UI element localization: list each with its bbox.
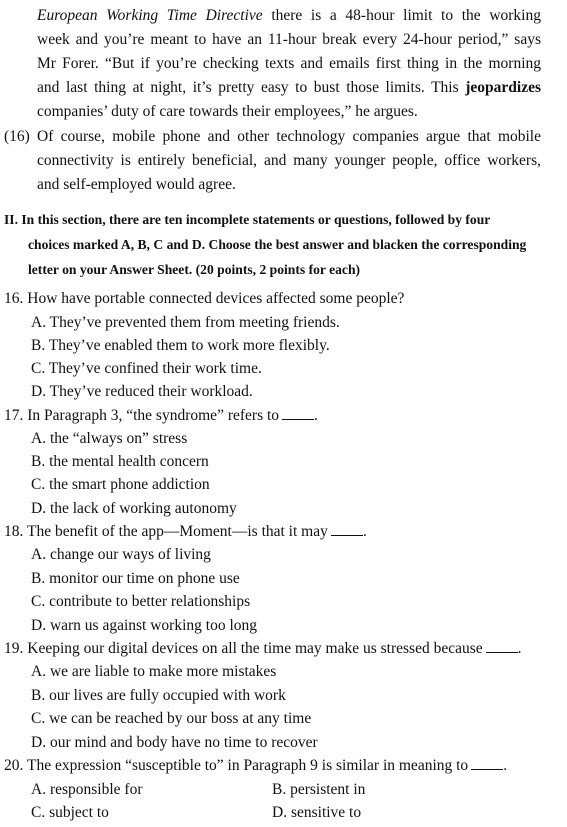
section-heading: II. In this section, there are ten incomplete statements or questions, followed by four [4,212,491,227]
answer-blank [282,407,314,420]
question-text: 17. In Paragraph 3, “the syndrome” refers to [4,407,280,424]
answer-option: B. They’ve enabled them to work more flexibly. [31,337,330,354]
passage-line [37,78,541,98]
answer-option: A. responsible for [31,781,143,798]
answer-option: A. the “always on” stress [31,430,188,447]
question-end: . [517,640,522,657]
question-stem [4,756,507,776]
answer-option: A. we are liable to make more mistakes [31,663,277,680]
answer-option: B. monitor our time on phone use [31,570,240,587]
answer-option: D. warn us against working too long [31,617,258,634]
section-instructions: letter on your Answer Sheet. (20 points, 2 points for each) [28,262,361,277]
directive-name: European Working Time Directive [37,7,263,24]
question-text: 20. The expression “susceptible to” in Paragraph 9 is similar in meaning to [4,757,469,774]
answer-option: B. our lives are fully occupied with work [31,687,286,704]
passage-line: connectivity is entirely beneficial, and many younger people, office workers, [37,152,541,169]
answer-option: C. we can be reached by our boss at any time [31,710,312,727]
answer-option: D. the lack of working autonomy [31,500,237,517]
answer-option: C. contribute to better relationships [31,593,251,610]
question-end: . [503,757,508,774]
answer-option: C. the smart phone addiction [31,476,210,493]
answer-option: D. sensitive to [272,804,362,821]
question-stem [4,406,318,426]
passage-line: and self-employed would agree. [37,176,236,193]
passage-line: week and you’re meant to have an 11-hour break every 24-hour period,” says [37,31,541,48]
question-end: . [314,407,318,424]
passage-line [37,6,541,26]
answer-option: D. our mind and body have no time to recover [31,734,318,751]
question-text: 19. Keeping our digital devices on all the time may make us stressed because [4,640,483,657]
vocabulary-word: jeopardizes [465,79,542,96]
question-stem [4,639,522,659]
answer-option: B. the mental health concern [31,453,209,470]
question-end: . [362,523,367,540]
answer-blank [471,757,503,770]
answer-option: B. persistent in [272,781,366,798]
passage-line: companies’ duty of care towards their employees,” he argues. [37,103,418,120]
passage-line: Mr Forer. “But if you’re checking texts and emails first thing in the morning [37,55,541,72]
section-instructions: choices marked A, B, C and D. Choose the best answer and blacken the corresponding [28,237,527,252]
answer-option: C. subject to [31,804,109,821]
paragraph-number: (16) [4,128,30,145]
question-stem: 16. How have portable connected devices affected some people? [4,290,405,307]
answer-option: A. change our ways of living [31,546,211,563]
passage-text: there is a 48-hour limit to the working [271,7,541,24]
answer-blank [331,523,363,536]
answer-option: D. They’ve reduced their workload. [31,383,253,400]
question-text: 18. The benefit of the app—Moment—is that it may [4,523,328,540]
answer-option: A. They’ve prevented them from meeting friends. [31,314,340,331]
passage-text: and last thing at night, it’s pretty easy to bust those limits. This [37,79,459,96]
passage-line: Of course, mobile phone and other technology companies argue that mobile [37,128,541,145]
question-stem [4,522,367,542]
answer-option: C. They’ve confined their work time. [31,360,262,377]
answer-blank [486,640,518,653]
